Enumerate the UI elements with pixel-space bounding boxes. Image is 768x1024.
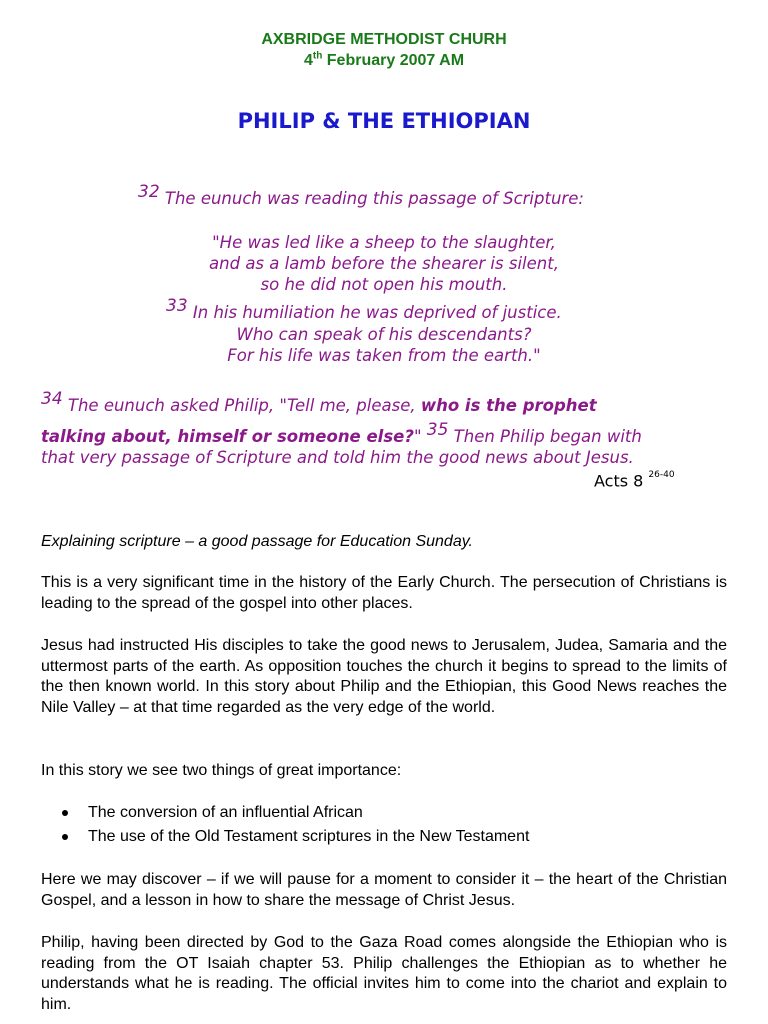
verse-35-line-2: that very passage of Scripture and told him the good news about Jesus. [41,448,634,467]
bullet-list [41,803,727,850]
list-item [41,827,727,851]
verse-32-intro [138,182,584,210]
verse-number: 34 [41,389,63,409]
verse-number: 33 [166,296,188,316]
reference-book: Acts 8 [594,471,649,491]
date-suffix: th [312,50,323,62]
list-item-text: The use of the Old Testament scriptures in the New Testament [88,827,530,845]
date-rest: February 2007 AM [322,52,465,69]
list-item-text: The conversion of an influential African [88,804,363,821]
poem-line: and as a lamb before the shearer is silent, [209,254,559,273]
intro-paragraph: Explaining scripture – a good passage for Education Sunday. [41,533,473,550]
poem-line: "He was led like a sheep to the slaughter, [212,233,556,252]
verse-text: In his humiliation he was deprived of justice. [187,303,562,322]
scripture-reference [594,468,675,491]
bullet-icon [62,834,68,840]
paragraph: In this story we see two things of great importance: [41,762,402,779]
list-item [41,803,727,827]
church-name [0,30,768,50]
verse-text: " [413,427,427,446]
verse-emphasis: who is the prophet [420,396,597,415]
church-name-text: AXBRIDGE METHODIST CHURH [261,31,507,48]
verse-34-line-1 [41,389,597,417]
date-day: 4 [303,52,313,69]
poem-line: Who can speak of his descendants? [236,325,532,344]
paragraph: Jesus had instructed His disciples to take the good news to Jerusalem, Judea, Samaria and the uttermost parts of the earth. As opposition touches the church it begins to spread to the limits of the then known world. In this story about Philip and the Ethiopian, this Good News reaches the Nile Valley – at that time regarded as the very edge of the world. [41,637,727,717]
paragraph: Here we may discover – if we will pause for a moment to consider it – the heart of the Christian Gospel, and a lesson in how to share the message of Christ Jesus. [41,871,727,909]
verse-number: 35 [426,420,449,440]
paragraph: This is a very significant time in the history of the Early Church. The persecution of Christians is leading to the spread of the gospel into other places. [41,574,727,612]
paragraph: Philip, having been directed by God to the Gaza Road comes alongside the Ethiopian who is reading from the OT Isaiah chapter 53. Philip challenges the Ethiopian as to whether he understands what he is reading. The official invites him to come into the chariot and explain to him. [41,934,727,1014]
bullet-icon [62,810,68,816]
verse-text: Then Philip began with [448,427,642,446]
verse-emphasis: talking about, himself or someone else? [41,427,414,446]
sermon-title: PHILIP & THE ETHIOPIAN [237,109,531,133]
reference-verses: 26-40 [648,470,675,480]
verse-34-line-2 [41,420,642,448]
poem-line: so he did not open his mouth. [260,275,508,294]
verse-number: 32 [138,182,160,202]
verse-text: The eunuch asked Philip, "Tell me, please, [62,396,421,415]
poem-line: For his life was taken from the earth." [227,346,541,365]
service-date [0,51,768,71]
verse-33 [166,296,562,324]
verse-text: The eunuch was reading this passage of Scripture: [159,189,584,208]
